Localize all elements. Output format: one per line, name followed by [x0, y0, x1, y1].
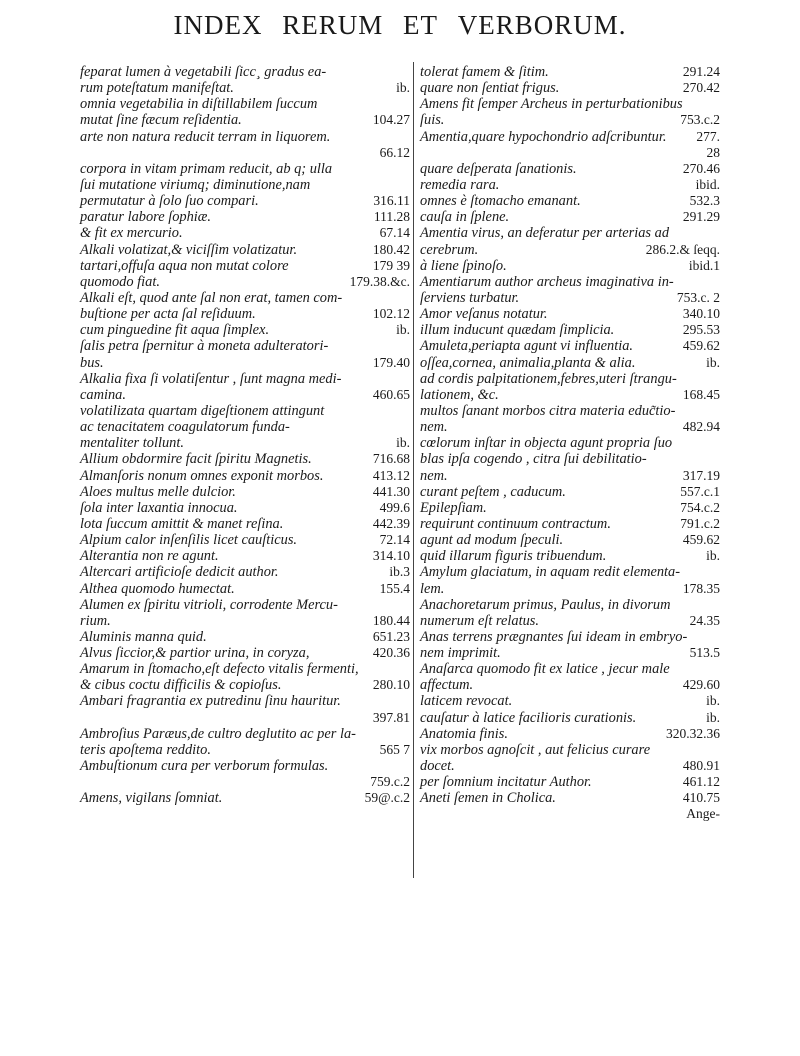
index-entry: [80, 629, 410, 645]
index-entry-reference: ib.: [396, 435, 410, 451]
index-entry: [420, 484, 720, 500]
index-entry-reference: 24.35: [689, 612, 720, 628]
index-entry: [420, 451, 720, 467]
index-entry: [80, 338, 410, 354]
index-entry-text: Amylum glaciatum, in aquam redit elementa-: [420, 564, 681, 581]
index-entry-text: Aneti ſemen in Cholica.: [420, 790, 556, 807]
index-entry-text: ſui mutatione viriumq; diminutione,nam: [80, 176, 311, 193]
index-entry-text: Amor veſanus notatur.: [420, 306, 548, 323]
index-entry-reference: 72.14: [379, 532, 410, 548]
index-entry: [80, 774, 410, 790]
index-entry-reference: 753.c.2: [680, 112, 720, 128]
index-entry: [420, 80, 720, 96]
index-entry-reference: ib.: [396, 80, 410, 96]
index-entry: [420, 274, 720, 290]
index-entry: [420, 597, 720, 613]
index-entry-reference: 413.12: [372, 467, 410, 483]
index-entry-reference: ib.: [706, 709, 720, 725]
index-entry-text: Amarum in ſtomacho,eſt defecto vitalis fermenti,: [80, 661, 359, 678]
index-entry-text: quid illarum figuris tribuendum.: [420, 548, 607, 565]
index-entry-reference: 459.62: [682, 338, 720, 354]
index-entry: [80, 274, 410, 290]
index-entry-text: Anaſarca quomodo fit ex latice , jecur male: [420, 661, 670, 678]
index-entry-text: Amuleta,periapta agunt vi influentia.: [420, 338, 634, 355]
index-entry: [80, 790, 410, 806]
index-entry-text: Alpium calor inſenſilis licet cauſticus.: [80, 532, 298, 549]
index-entry-text: quare non ſentiat frigus.: [420, 80, 560, 97]
index-entry-reference: ib.: [706, 548, 720, 564]
index-entry-reference: 155.4: [379, 580, 410, 596]
index-entry-text: Alvus ſiccior,& partior urina, in coryza,: [80, 645, 310, 662]
index-entry-reference: 651.23: [372, 628, 410, 644]
index-entry: [420, 387, 720, 403]
index-entry-text: Alterantia non re agunt.: [80, 548, 219, 565]
index-entry-reference: 178.35: [682, 580, 720, 596]
index-entry: [80, 403, 410, 419]
index-entry-reference: ibid.1: [688, 257, 720, 273]
index-entry-text: Epilepſiam.: [420, 499, 487, 516]
index-entry: [80, 387, 410, 403]
index-entry-reference: 410.75: [682, 790, 720, 806]
index-entry: [420, 435, 720, 451]
index-entry-reference: 270.42: [682, 80, 720, 96]
index-entry: [80, 306, 410, 322]
index-entry-text: ſola inter laxantia innocua.: [80, 499, 238, 516]
index-entry-text: tolerat famem & ſitim.: [420, 64, 549, 80]
index-entry-reference: 59@.c.2: [364, 790, 410, 806]
index-entry: [420, 516, 720, 532]
index-entry-text: per ſomnium incitatur Author.: [420, 774, 592, 791]
index-entry-text: ad cordis palpitationem,febres,uteri ſtrangu-: [420, 370, 677, 387]
index-entry-reference: 66.12: [379, 144, 410, 160]
index-entry: [420, 774, 720, 790]
index-entry-text: curant peſtem , caducum.: [420, 483, 566, 500]
index-entry-reference: 295.53: [682, 322, 720, 338]
index-entry: [420, 64, 720, 80]
index-entry: [80, 258, 410, 274]
index-entry-reference: 104.27: [372, 112, 410, 128]
index-entry: [80, 435, 410, 451]
index-entry-text: Anatomia finis.: [420, 725, 508, 742]
index-entry-text: lationem, &c.: [420, 386, 499, 403]
index-entry-text: Aluminis manna quid.: [80, 628, 207, 645]
index-entry: [80, 242, 410, 258]
index-entry: [420, 403, 720, 419]
index-entry-text: nem.: [420, 467, 448, 484]
index-entry-text: Aloes multus melle dulcior.: [80, 483, 236, 500]
index-entry-text: lota ſuccum amittit & manet reſina.: [80, 515, 284, 532]
index-entry-text: & cibus coctu difficilis & copioſus.: [80, 677, 282, 694]
index-entry: [420, 661, 720, 677]
index-entry-reference: 499.6: [379, 499, 410, 515]
index-entry: [80, 451, 410, 467]
index-entry: [420, 613, 720, 629]
index-entry: [80, 516, 410, 532]
index-entry-text: Amens, vigilans ſomniat.: [80, 790, 223, 807]
index-entry: [80, 419, 410, 435]
index-entry-reference: 340.10: [682, 306, 720, 322]
index-entry-text: Almanſoris nonum omnes exponit morbos.: [80, 467, 324, 484]
index-entry: [420, 193, 720, 209]
index-entry-text: Amentiarum author archeus imaginativa in-: [420, 273, 674, 290]
index-entry-reference: 753.c. 2: [676, 289, 720, 305]
index-entry-text: agunt ad modum ſpeculi.: [420, 532, 564, 549]
index-entry-reference: 460.65: [372, 386, 410, 402]
index-entry: [80, 564, 410, 580]
index-entry-text: nem.: [420, 419, 448, 436]
index-entry: [420, 742, 720, 758]
index-entry-text: feparat lumen à vegetabili ſicc¸ gradus ea-: [80, 64, 327, 80]
index-entry-reference: 480.91: [682, 758, 720, 774]
index-entry: [80, 661, 410, 677]
index-entry-text: cauſa in ſplene.: [420, 209, 510, 226]
index-entry-text: Amentia,quare hypochondrio adſcribuntur.: [420, 128, 667, 145]
index-entry-reference: 67.14: [379, 225, 410, 241]
index-entry-reference: 291.29: [682, 209, 720, 225]
index-entry: [420, 532, 720, 548]
index-entry-text: camina.: [80, 386, 126, 403]
index-entry-text: cauſatur à latice facilioris curationis.: [420, 709, 637, 726]
index-entry: [80, 290, 410, 306]
index-entry-reference: 565 7: [379, 741, 410, 757]
index-entry: [420, 209, 720, 225]
index-entry: [420, 355, 720, 371]
index-entry: [80, 710, 410, 726]
index-entry-text: ac tenacitatem coagulatorum funda-: [80, 419, 290, 436]
index-entry-reference: 513.5: [689, 645, 720, 661]
index-entry-reference: 317.19: [682, 467, 720, 483]
index-entry-reference: 280.10: [372, 677, 410, 693]
index-entry-reference: ibid.: [695, 176, 720, 192]
index-entry-reference: 716.68: [372, 451, 410, 467]
index-entry-reference: 179 39: [372, 257, 410, 273]
index-entry-text: Ambuſtionum cura per verborum formulas.: [80, 758, 329, 775]
index-entry: [420, 726, 720, 742]
index-entry-reference: 270.46: [682, 160, 720, 176]
index-entry: [80, 112, 410, 128]
index-entry: [80, 225, 410, 241]
index-entry: [80, 209, 410, 225]
index-entry: [420, 177, 720, 193]
index-entry: [80, 193, 410, 209]
index-entry: [420, 129, 720, 145]
page-header: [0, 10, 800, 50]
index-entry-text: oſſea,cornea, animalia,planta & alia.: [420, 354, 636, 371]
index-entry: [80, 758, 410, 774]
index-entry-text: permutatur à ſolo ſuo compari.: [80, 193, 259, 210]
index-entry: [420, 258, 720, 274]
index-entry-reference: ib.3: [389, 564, 410, 580]
index-entry-text: Alkalia fixa ſi volatiſentur , ſunt magna medi-: [80, 370, 342, 387]
index-entry-reference: 482.94: [682, 419, 720, 435]
index-entry-text: Altercari artificioſe dedicit author.: [80, 564, 279, 581]
index-entry-text: omnia vegetabilia in diſtillabilem ſuccum: [80, 96, 318, 113]
index-entry-reference: 277.: [696, 128, 720, 144]
header-word: ET: [402, 10, 438, 40]
index-entry: [80, 581, 410, 597]
index-entry-reference: 179.40: [372, 354, 410, 370]
index-entry-text: cerebrum.: [420, 241, 479, 258]
index-entry-text: vix morbos agnoſcit , aut felicius curare: [420, 741, 651, 758]
index-entry: [420, 677, 720, 693]
index-entry-text: mentaliter tollunt.: [80, 435, 184, 452]
index-entry-text: Althea quomodo humectat.: [80, 580, 235, 597]
index-entry-reference: 459.62: [682, 532, 720, 548]
index-entry-text: Anachoretarum primus, Paulus, in divorum: [420, 596, 671, 613]
index-entry-reference: 441.30: [372, 483, 410, 499]
index-entry-reference: 791.c.2: [680, 515, 720, 531]
index-entry: [80, 129, 410, 145]
index-entry: [420, 371, 720, 387]
index-entry: [80, 96, 410, 112]
index-entry-text: Alkali eſt, quod ante ſal non erat, tamen com-: [80, 289, 343, 306]
index-entry-reference: 286.2.& ſeqq.: [645, 241, 720, 257]
index-entry-reference: 168.45: [682, 386, 720, 402]
index-entry-text: volatilizata quartam digeſtionem attingunt: [80, 402, 325, 419]
index-entry-text: paratur labore ſophiæ.: [80, 209, 211, 226]
index-entry-text: quare deſperata ſanationis.: [420, 160, 577, 177]
index-entry: [80, 613, 410, 629]
index-entry-text: lem.: [420, 580, 445, 597]
index-entry-text: Amentia virus, an deferatur per arterias ad: [420, 225, 670, 242]
index-entry: [420, 112, 720, 128]
index-entry-text: bus.: [80, 354, 104, 371]
index-entry-text: affectum.: [420, 677, 474, 694]
index-entry-reference: 111.28: [373, 209, 410, 225]
index-entry-text: Ambari fragrantia ex putredinu ſinu hauritur.: [80, 693, 341, 710]
index-entry-reference: 532.3: [689, 193, 720, 209]
index-entry-reference: 291.24: [682, 64, 720, 79]
index-entry: [420, 693, 720, 709]
index-entry: [80, 80, 410, 96]
index-entry-text: remedia rara.: [420, 176, 500, 193]
index-entry-text: Alkali volatizat,& viciſſim volatizatur.: [80, 241, 298, 258]
index-entry: [420, 758, 720, 774]
index-entry: [80, 177, 410, 193]
index-entry-text: ſalis petra ſpernitur à moneta adulteratori-: [80, 338, 329, 355]
index-entry-reference: 102.12: [372, 306, 410, 322]
index-entry-text: cœlorum inſtar in objecta agunt propria ſuo: [420, 435, 673, 452]
index-entry: [420, 710, 720, 726]
index-entry: [80, 597, 410, 613]
index-entry-text: Anas terrens prægnantes ſui ideam in embryo-: [420, 628, 688, 645]
header-word: RERUM: [282, 10, 384, 40]
index-entry: [80, 64, 410, 80]
index-entry-reference: 320.32.36: [666, 725, 720, 741]
index-entry: [80, 677, 410, 693]
index-entry: [420, 242, 720, 258]
index-entry-reference: ib.: [396, 322, 410, 338]
index-entry-text: blas ipſa cogendo , citra ſui debilitatio-: [420, 451, 647, 468]
index-entry: [420, 322, 720, 338]
index-entry-text: arte non natura reducit terram in liquorem.: [80, 128, 331, 145]
index-entry: [80, 484, 410, 500]
index-entry-reference: 180.42: [372, 241, 410, 257]
index-entry: [420, 790, 720, 806]
index-entry-text: nem imprimit.: [420, 645, 501, 662]
index-entry: [80, 742, 410, 758]
index-entry: [80, 532, 410, 548]
header-word: VERBORUM.: [457, 10, 627, 40]
index-entry: [420, 500, 720, 516]
index-entry-text: buſtione per acta ſal reſiduum.: [80, 306, 256, 323]
index-entry-text: ſerviens turbatur.: [420, 289, 520, 306]
index-entry-text: numerum eſt relatus.: [420, 612, 539, 629]
index-entry: [420, 629, 720, 645]
index-entry-text: docet.: [420, 758, 455, 775]
index-entry-text: rium.: [80, 612, 111, 629]
index-entry-reference: 429.60: [682, 677, 720, 693]
index-entry: [420, 806, 720, 822]
index-entry-text: rum poteſtatum manifeſtat.: [80, 80, 234, 97]
index-entry: [420, 338, 720, 354]
index-entry: [80, 693, 410, 709]
index-entry-text: Amens fit ſemper Archeus in perturbationibus: [420, 96, 683, 113]
index-entry: [420, 161, 720, 177]
index-entry-reference: 420.36: [372, 645, 410, 661]
index-entry: [80, 355, 410, 371]
index-entry-text: cum pinguedine fit aqua ſimplex.: [80, 322, 270, 339]
index-entry-text: illum inducunt quædam ſimplicia.: [420, 322, 615, 339]
index-entry: [420, 225, 720, 241]
index-entry: [80, 468, 410, 484]
index-entry-text: requirunt continuum contractum.: [420, 515, 611, 532]
index-entry-text: omnes è ſtomacho emanant.: [420, 193, 581, 210]
index-entry: [420, 645, 720, 661]
index-entry: [80, 322, 410, 338]
index-entry: [420, 581, 720, 597]
index-entry-reference: 180.44: [372, 612, 410, 628]
index-entry: [420, 468, 720, 484]
index-entry: [420, 290, 720, 306]
index-entry-reference: 759.c.2: [370, 774, 410, 790]
column-divider: [413, 62, 414, 878]
index-entry-reference: 442.39: [372, 515, 410, 531]
index-entry-text: corpora in vitam primam reducit, ab q; ulla: [80, 160, 333, 177]
index-entry: [80, 161, 410, 177]
index-entry: [420, 306, 720, 322]
index-entry-reference: 754.c.2: [680, 499, 720, 515]
index-entry-text: mutat ſine fæcum reſidentia.: [80, 112, 242, 129]
index-entry-reference: Ange-: [686, 806, 720, 822]
index-entry-text: multos ſanant morbos citra materia educ̃tio-: [420, 402, 676, 419]
index-entry: [80, 548, 410, 564]
index-entry-reference: 397.81: [372, 709, 410, 725]
index-entry: [80, 726, 410, 742]
index-entry-text: & fit ex mercurio.: [80, 225, 183, 242]
index-entry: [80, 500, 410, 516]
index-entry: [80, 145, 410, 161]
index-entry-text: teris apoſtema reddito.: [80, 741, 211, 758]
index-column-right: [420, 64, 720, 823]
index-entry: [80, 645, 410, 661]
index-entry-text: Allium obdormire facit ſpiritu Magnetis.: [80, 451, 312, 468]
index-entry: [420, 419, 720, 435]
index-entry-text: tartari,offuſa aqua non mutat colore: [80, 257, 289, 274]
index-entry: [420, 145, 720, 161]
index-entry-reference: ib.: [706, 693, 720, 709]
index-entry: [80, 371, 410, 387]
index-entry-reference: 461.12: [682, 774, 720, 790]
index-entry-reference: 28: [706, 144, 720, 160]
index-entry: [420, 548, 720, 564]
index-entry-text: à liene ſpinoſo.: [420, 257, 507, 274]
index-entry: [420, 564, 720, 580]
index-entry-text: quomodo fiat.: [80, 273, 160, 290]
index-entry-text: Alumen ex ſpiritu vitrioli, corrodente Mercu-: [80, 596, 338, 613]
index-entry-text: Ambroſius Paræus,de cultro deglutito ac per la-: [80, 725, 356, 742]
index-entry-text: ſuis.: [420, 112, 445, 129]
index-entry-reference: 316.11: [373, 193, 410, 209]
index-entry-reference: 179.38.&c.: [349, 273, 410, 289]
index-entry: [420, 96, 720, 112]
index-entry-text: laticem revocat.: [420, 693, 513, 710]
index-entry-reference: 314.10: [372, 548, 410, 564]
index-entry-reference: 557.c.1: [680, 483, 720, 499]
index-column-left: [80, 64, 410, 806]
index-entry-reference: ib.: [706, 354, 720, 370]
header-word: INDEX: [173, 10, 263, 40]
